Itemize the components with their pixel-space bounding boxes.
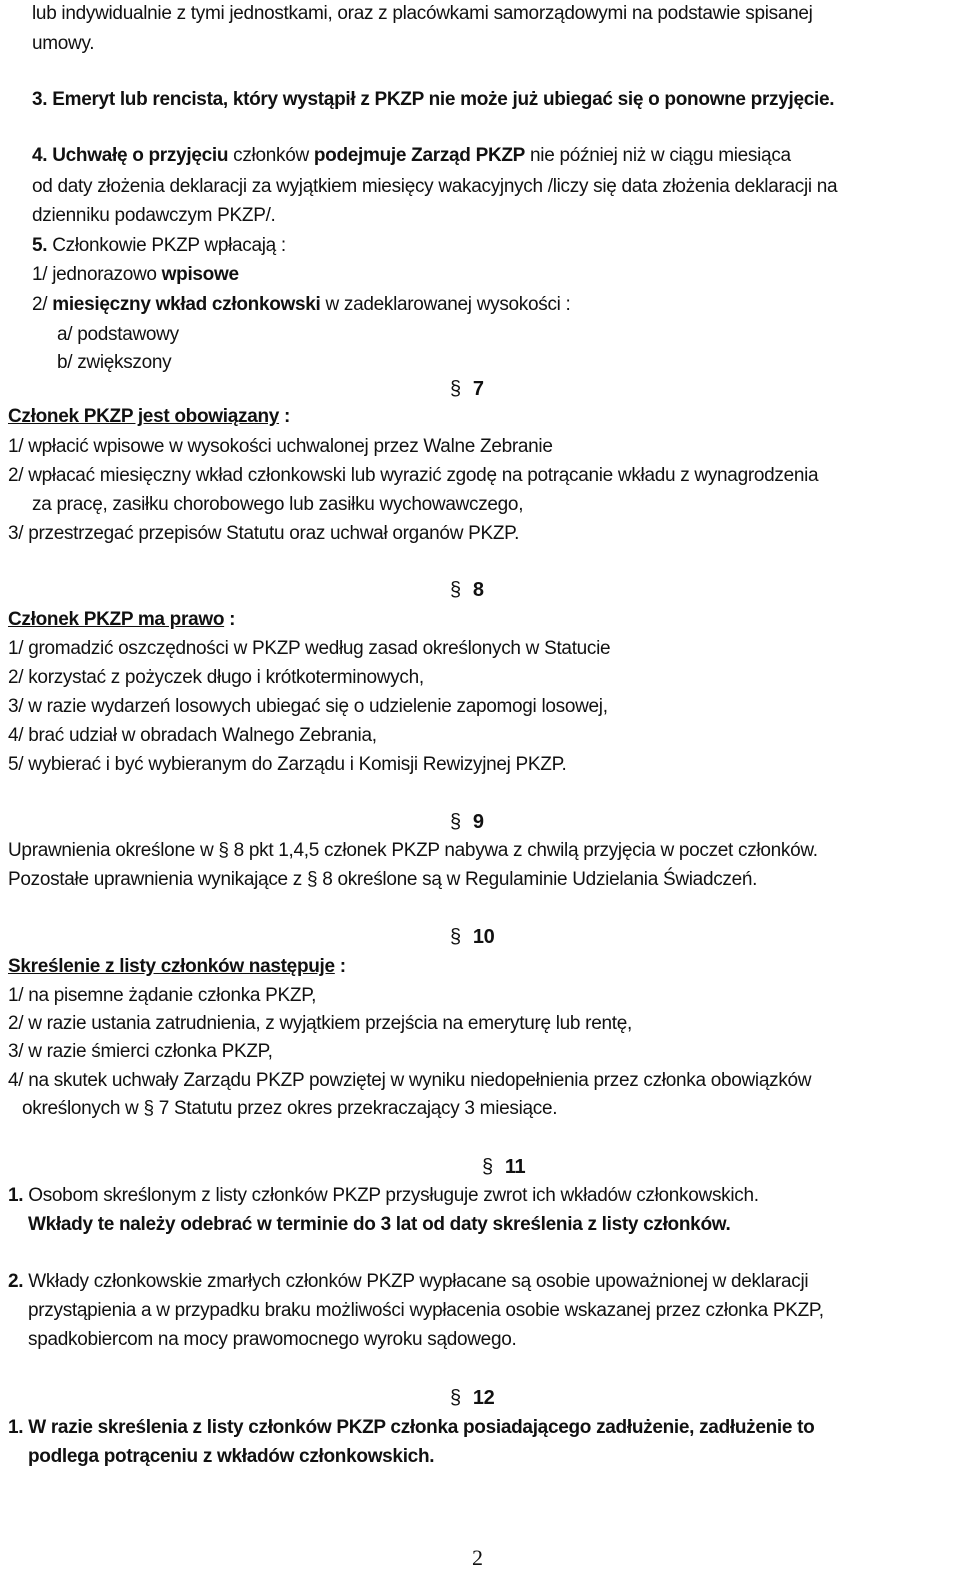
list-item-continuation: [22, 1098, 557, 1120]
section-title: [8, 609, 235, 631]
section-number: 8: [472, 579, 484, 601]
list-item: 3/ w razie śmierci członka PKZP,: [8, 1041, 273, 1062]
section-heading-9: [450, 810, 484, 834]
list-item: 5/ wybierać i być wybieranym do Zarządu i Komisji Rewizyjnej PKZP.: [8, 754, 567, 775]
section-symbol-icon: §: [450, 1387, 461, 1409]
section-title-text: Członek PKZP ma prawo: [8, 609, 225, 630]
list-item: 2/ w razie ustania zatrudnienia, z wyjątkiem przejścia na emeryturę lub rentę,: [8, 1013, 632, 1034]
item-text: Członkowie PKZP wpłacają :: [47, 235, 286, 256]
section-number: 10: [472, 926, 495, 948]
text-run: Uprawnienia określone w: [8, 840, 219, 861]
section-number: 7: [472, 378, 484, 400]
list-item: 3/ w razie wydarzeń losowych ubiegać się o udzielenie zapomogi losowej,: [8, 696, 608, 717]
subitem: a/ podstawowy: [57, 324, 179, 345]
item-text-bold: podejmuje Zarząd PKZP: [313, 145, 526, 166]
list-item-continuation: za pracę, zasiłku chorobowego lub zasiłku wychowawczego,: [32, 494, 524, 515]
list-item: 4/ na skutek uchwały Zarządu PKZP powziętej w wyniku niedopełnienia przez członka obowiązków: [8, 1070, 812, 1091]
item-5: [32, 235, 286, 257]
text-run: określonych w: [22, 1098, 144, 1119]
subitem: b/ zwiększony: [57, 352, 172, 373]
paragraph-line: dzienniku podawczym PKZP/.: [32, 205, 276, 226]
paragraph-line: umowy.: [32, 33, 95, 54]
paragraph-line: spadkobiercom na mocy prawomocnego wyroku sądowego.: [28, 1329, 517, 1350]
paragraph-line: [8, 1271, 808, 1293]
section-title-colon: :: [279, 406, 291, 427]
section-number: 12: [472, 1387, 495, 1409]
section-title-colon: :: [334, 956, 346, 977]
paragraph-line: [8, 1185, 759, 1207]
item-number: 1.: [8, 1185, 24, 1206]
item-text: nie później niż w ciągu miesiąca: [525, 145, 791, 166]
text-run: Wkłady członkowskie zmarłych członków PKZP wypłacane są osobie upoważnionej w deklaracji: [23, 1271, 809, 1292]
item-number: 4.: [32, 145, 48, 166]
page-number: 2: [472, 1545, 483, 1570]
paragraph-line: przystąpienia a w przypadku braku możliwości wypłacenia osobie wskazanej przez członka PKZP,: [28, 1300, 824, 1321]
paragraph-line: [8, 840, 818, 862]
item-text: członków: [228, 145, 314, 166]
paragraph-line-bold: Wkłady te należy odebrać w terminie do 3 lat od daty skreślenia z listy członków.: [28, 1214, 731, 1235]
section-number: 9: [472, 811, 484, 833]
section-symbol-icon: §: [450, 926, 461, 948]
list-item: 1/ wpłacić wpisowe w wysokości uchwalonej przez Walne Zebranie: [8, 436, 553, 457]
section-symbol-icon: §: [450, 579, 461, 601]
list-item: 1/ gromadzić oszczędności w PKZP według zasad określonych w Statucie: [8, 638, 611, 659]
paragraph-line: lub indywidualnie z tymi jednostkami, oraz z placówkami samorządowymi na podstawie spisanej: [32, 3, 813, 24]
section-symbol-icon: §: [306, 869, 318, 890]
section-title: [8, 406, 290, 428]
section-symbol-icon: §: [450, 378, 461, 400]
subitem: [32, 294, 571, 316]
subitem-text-bold: wpisowe: [161, 264, 239, 285]
section-heading-7: [450, 377, 484, 401]
item-4: [32, 145, 791, 167]
section-title-text: Skreślenie z listy członków następuje: [8, 956, 335, 977]
list-item: 2/ wpłacać miesięczny wkład członkowski lub wyrazić zgodę na potrącanie wkładu z wynagrodzenia: [8, 465, 819, 486]
list-item: 2/ korzystać z pożyczek długo i krótkoterminowych,: [8, 667, 424, 688]
subitem-text-bold: miesięczny wkład członkowski: [52, 294, 321, 315]
section-title: [8, 956, 346, 978]
section-title-colon: :: [224, 609, 236, 630]
item-text: Emeryt lub rencista, który wystąpił z PKZP nie może już ubiegać się o ponowne przyjęcie.: [47, 89, 835, 110]
subitem-text: 2/: [32, 294, 53, 315]
section-symbol-icon: §: [450, 811, 461, 833]
section-heading-10: [450, 925, 494, 949]
section-symbol-icon: §: [143, 1098, 154, 1119]
text-run: 8 określone są w Regulaminie Udzielania Świadczeń.: [317, 869, 758, 890]
text-run: Osobom skreślonym z listy członków PKZP przysługuje zwrot ich wkładów członkowskich.: [23, 1185, 759, 1206]
item-3: [32, 89, 834, 111]
subitem-text: w zadeklarowanej wysokości :: [320, 294, 571, 315]
item-number: 3.: [32, 89, 48, 110]
item-text-bold: Uchwałę o przyjęciu: [47, 145, 229, 166]
text-run: 7 Statutu przez okres przekraczający 3 miesiące.: [153, 1098, 558, 1119]
item-number: 2.: [8, 1271, 24, 1292]
section-title-text: Członek PKZP jest obowiązany: [8, 406, 280, 427]
subitem: [32, 264, 239, 286]
list-item: 3/ przestrzegać przepisów Statutu oraz uchwał organów PKZP.: [8, 523, 520, 544]
paragraph-line-bold: 1. W razie skreślenia z listy członków PKZP członka posiadającego zadłużenie, zadłużenie to: [8, 1417, 815, 1438]
section-heading-11: [482, 1155, 525, 1179]
list-item: 1/ na pisemne żądanie członka PKZP,: [8, 985, 317, 1006]
item-number: 5.: [32, 235, 48, 256]
section-symbol-icon: §: [482, 1156, 493, 1178]
section-symbol-icon: §: [218, 840, 229, 861]
section-number: 11: [504, 1156, 526, 1178]
section-heading-8: [450, 578, 484, 602]
text-run: 8 pkt 1,4,5 członek PKZP nabywa z chwilą przyjęcia w poczet członków.: [228, 840, 818, 861]
paragraph-line: od daty złożenia deklaracji za wyjątkiem miesięcy wakacyjnych /liczy się data złożenia deklaracji na: [32, 176, 838, 197]
subitem-text: 1/ jednorazowo: [32, 264, 162, 285]
list-item: 4/ brać udział w obradach Walnego Zebrania,: [8, 725, 377, 746]
paragraph-line: [8, 869, 757, 891]
section-heading-12: [450, 1386, 494, 1410]
paragraph-line-bold: podlega potrąceniu z wkładów członkowskich.: [28, 1446, 435, 1467]
text-run: Pozostałe uprawnienia wynikające z: [8, 869, 307, 890]
